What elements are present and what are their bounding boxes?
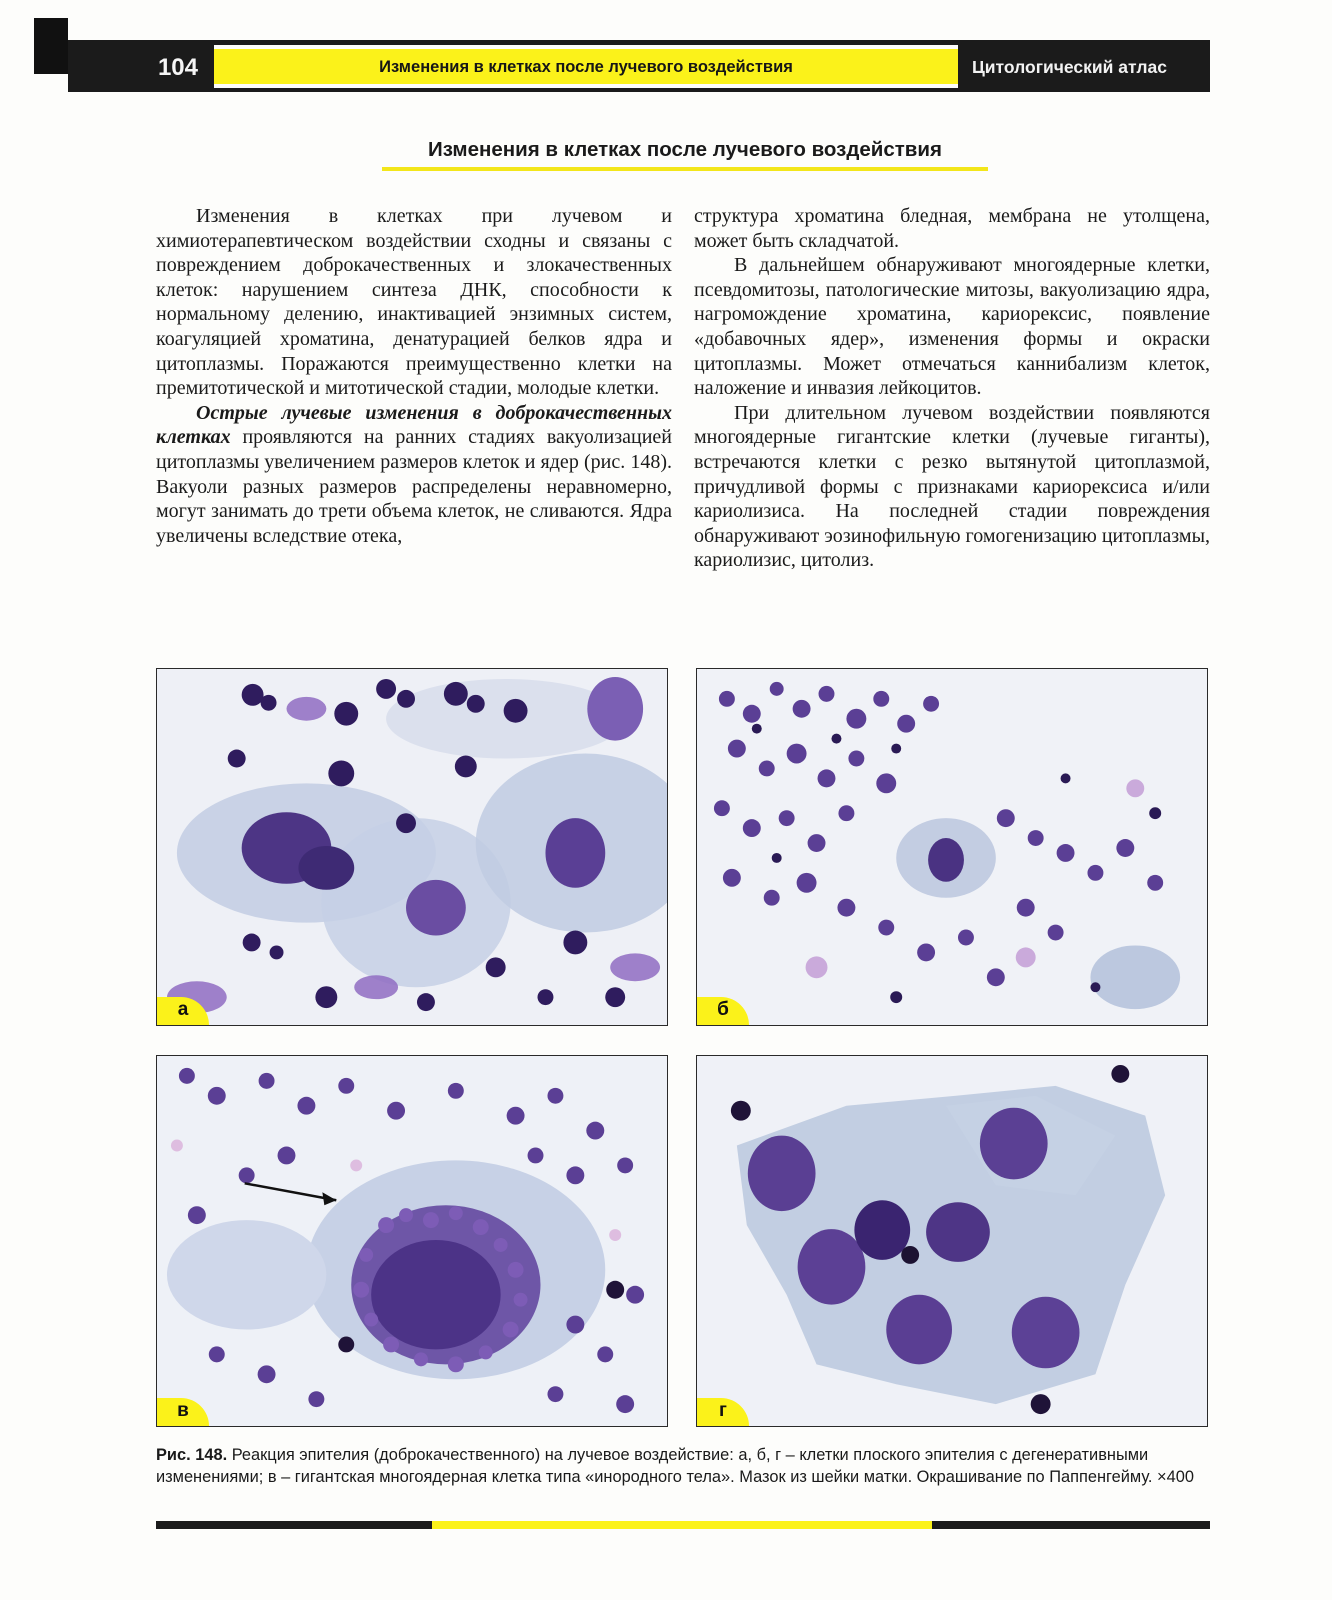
emphasized-term: Острые лучевые изменения в доброкачественных клетках [156, 401, 672, 449]
page-header [68, 40, 1210, 92]
panel-label-d: г [697, 1398, 749, 1426]
book-title: Цитологический атлас [958, 45, 1210, 88]
panel-label-a: а [157, 997, 209, 1025]
corner-crop-mark [34, 18, 68, 74]
footer-bar-segment [932, 1521, 1210, 1529]
section-heading: Изменения в клетках после лучевого воздействия [428, 138, 942, 161]
micrograph-panel-a [156, 668, 668, 1026]
panel-label-c: в [157, 1398, 209, 1426]
micrograph-panel-b [696, 668, 1208, 1026]
footer-bar-segment [432, 1521, 932, 1529]
micrograph-panel-d [696, 1055, 1208, 1427]
section-heading-underline [382, 167, 988, 171]
micrograph-b-image [697, 669, 1207, 1025]
paragraph: структура хроматина бледная, мембрана не утолщена, может быть складчатой. [694, 205, 1210, 252]
micrograph-d-image [697, 1056, 1207, 1426]
micrograph-panel-c [156, 1055, 668, 1427]
panel-label-b: б [697, 997, 749, 1025]
caption-text: Реакция эпителия (доброкачественного) на лучевое воздействие: а, б, г – клетки плоского эпителия с дегенеративными изменениями; в – гигантская многоядерная клетка типа «инородного тела». Мазок из шейки матки. Окрашивание по Паппенгейму. ×400 [156, 1446, 1194, 1486]
paragraph: Изменения в клетках при лучевом и химиотерапевтическом воздействии сходны и связаны с повреждением доброкачественных и злокачественных клеток: нарушением синтеза ДНК, способности к нормальному делению, инактивацией энзимных систем, коагуляцией хроматина, денатурацией белков ядра и цитоплазмы. Поражаются преимущественно клетки на премитотической и митотической стадии, молодые клетки. [156, 205, 672, 400]
page-number: 104 [68, 45, 214, 88]
footer-bar [156, 1521, 1210, 1529]
figure-caption [156, 1444, 1210, 1488]
text-column-right [694, 204, 1210, 573]
paragraph: В дальнейшем обнаруживают многоядерные клетки, псевдомитозы, патологические митозы, вакуолизацию ядра, нагромождение хроматина, кариорексис, появление «добавочных ядер», изменения формы и окраски цитоплазмы. Может отмечаться каннибализм клеток, наложение и инвазия лейкоцитов. [694, 254, 1210, 400]
header-rule-bottom [68, 88, 1210, 92]
running-title: Изменения в клетках после лучевого воздействия [214, 49, 958, 84]
footer-bar-segment [156, 1521, 432, 1529]
micrograph-a-image [157, 669, 667, 1025]
paragraph [156, 401, 672, 549]
paragraph-text: проявляются на ранних стадиях вакуолизацией цитоплазмы увеличением размеров клеток и ядер (рис. 148). Вакуоли разных размеров распределены неравномерно, могут занимать до трети объема клеток, не сливаются. Ядра увеличены вследствие отека, [156, 426, 672, 547]
figure-number: Рис. 148. [156, 1446, 228, 1464]
text-column-left [156, 204, 672, 548]
micrograph-c-image [157, 1056, 667, 1426]
paragraph: При длительном лучевом воздействии появляются многоядерные гигантские клетки (лучевые гиганты), встречаются клетки с резко вытянутой цитоплазмой, причудливой формы с признаками кариорексиса и/или кариолизиса. На последней стадии повреждения обнаруживают эозинофильную гомогенизацию цитоплазмы, кариолизис, цитолиз. [694, 401, 1211, 572]
